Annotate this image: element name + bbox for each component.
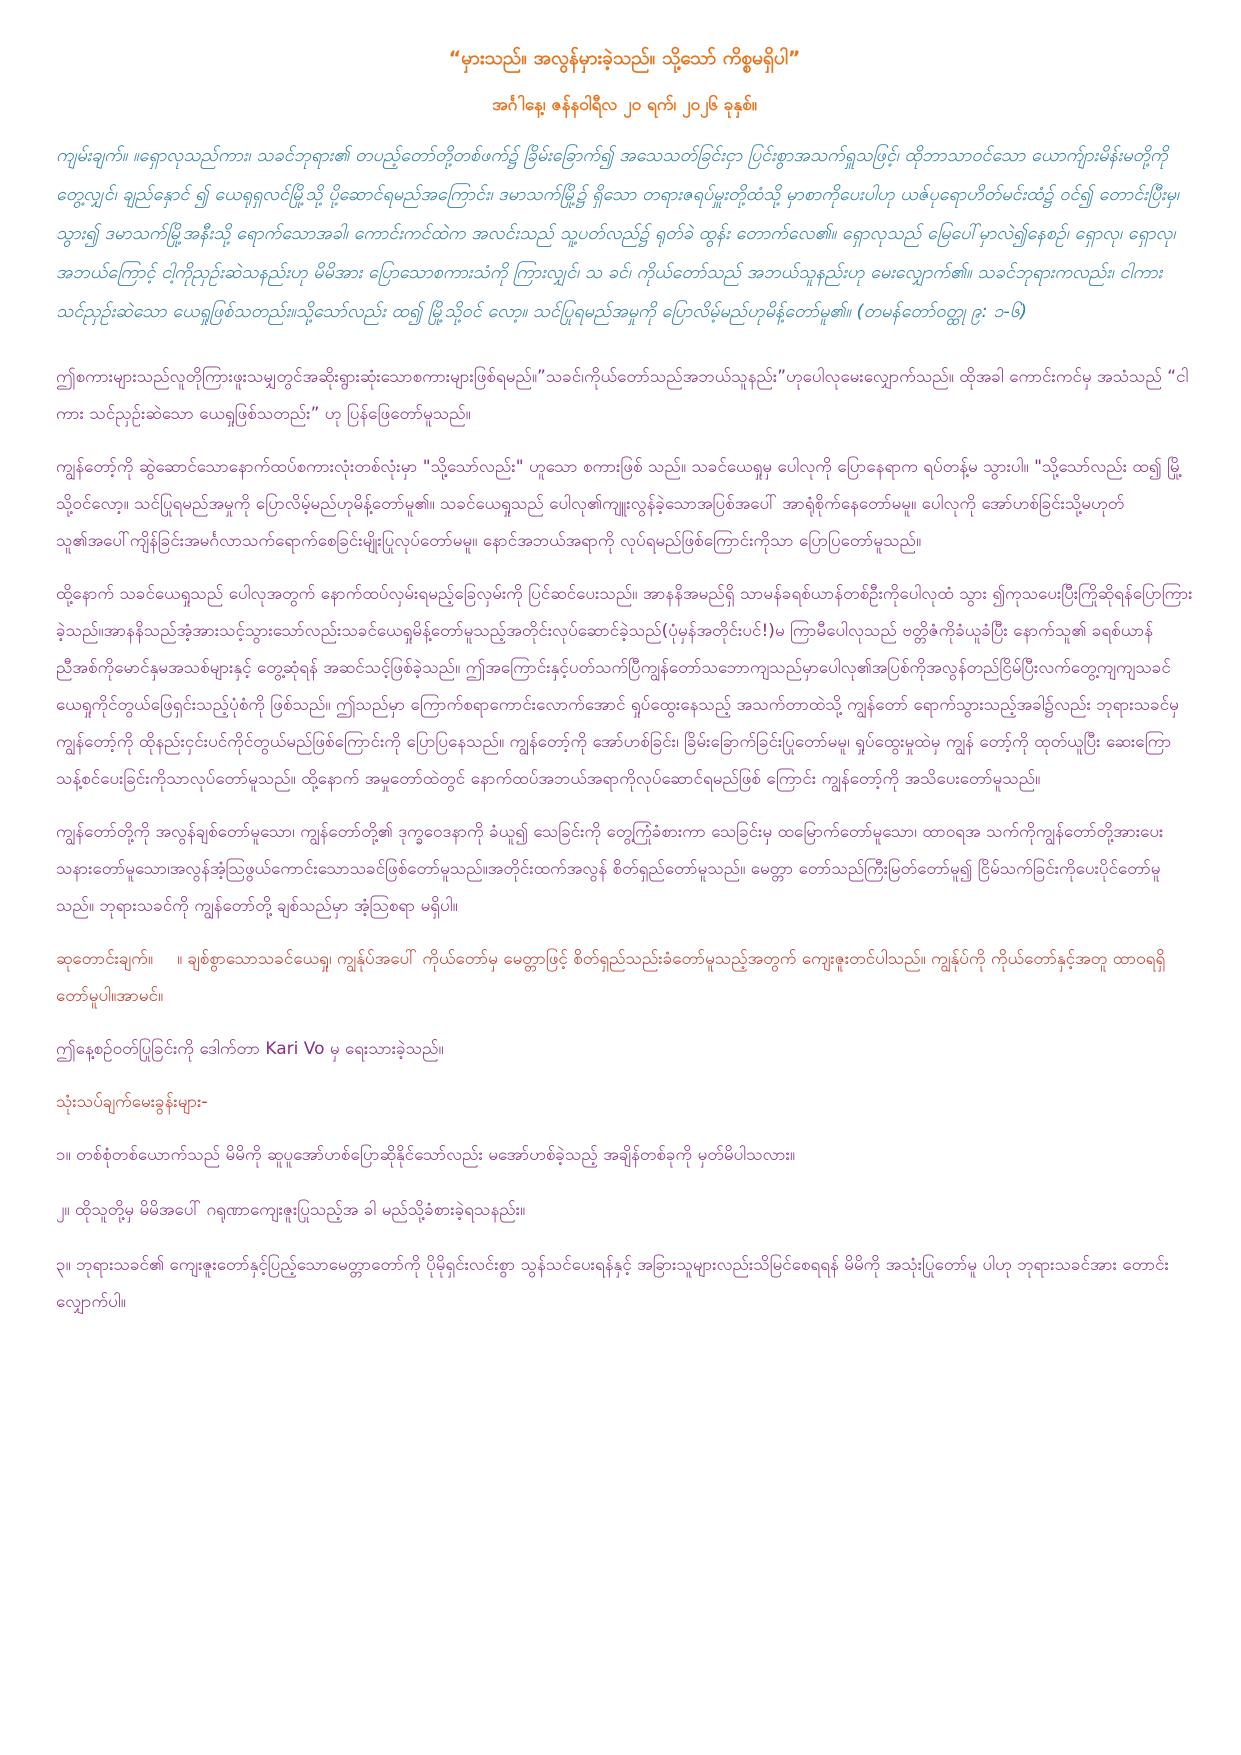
body-paragraph: ထို့နောက် သခင်ယေရှုသည် ပေါလုအတွက် နောက်ထပ်လှမ်းရမည့်ခြေလှမ်းကို ပြင်ဆင်ပေးသည်။ အာနနိအမည်ရှိ သာမန်ခရစ်ယာန်တစ်ဦးကိုပေါလုထံ သွား ၍ကုသပေးပြီးကြိုဆိုရန်ပြောကြားခဲ့သည်။အာနနိသည်အံ့အားသင့်သွားသော်လည်းသခင်ယေရှုမိန့်တော်မူသည့်အတိုင်းလုပ်ဆောင်ခဲ့သည်(ပုံမှန်အတိုင်းပင်!)မ ကြာမီပေါလုသည် ဗတ္တိဇံကိုခံယူခံပြီး နောက်သူ၏ ခရစ်ယာန်ညီအစ်ကိုမောင်နှမအသစ်များနှင့် တွေ့ဆုံရန် အဆင်သင့်ဖြစ်ခဲ့သည်။ ဤအကြောင်းနှင့်ပတ်သက်ပြီကျွန်တော်သဘောကျသည်မှာပေါလု၏အပြစ်ကိုအလွန်တည်ငြိမ်ပြီးလက်တွေ့ကျကျသခင်ယေရှုကိုင်တွယ်ဖြေရှင်းသည့်ပုံစံကို ဖြစ်သည်။ ဤသည်မှာ ကြောက်စရာကောင်းလောက်အောင် ရှုပ်ထွေးနေသည့် အသက်တာထဲသို့ ကျွန်တော် ရောက်သွားသည့်အခါ၌လည်း ဘုရားသခင်မှ ကျွန်တော့်ကို ထိုနည်းငှင်းပင်ကိုင်တွယ်မည်ဖြစ်ကြောင်းကို ပြောပြနေသည်။ ကျွန်တော့်ကို အော်ဟစ်ခြင်း၊ ခြိမ်းခြောက်ခြင်းပြုတော်မမူ၊ ရှုပ်ထွေးမှုထဲမှ ကျွန် တော့်ကို ထုတ်ယူပြီး ဆေးကြောသန့်စင်ပေးခြင်းကိုသာလုပ်တော်မူသည်။ ထို့နောက် အမှုတော်ထဲတွင် နောက်ထပ်အဘယ်အရာကိုလုပ်ဆောင်ရမည်ဖြစ် ကြောင်း ကျွန်တော့်ကို အသိပေးတော်မူသည်။ bbox=[56, 584, 1193, 789]
body-paragraph: ဤစကားများသည်လူတိုကြားဖူးသမျှတွင်အဆိုးရွားဆုံးသောစကားများဖြစ်ရမည်။”သခင်၊ကိုယ်တော်သည်အဘယ်သူနည်း”ဟုပေါလုမေးလျှောက်သည်။ ထိုအခါ ကောင်းကင်မှ အသံသည် “ငါကား သင်ညှဉ်းဆဲသော ယေရှုဖြစ်သတည်း” ဟု ပြန်ဖြေတော်မူသည်။ bbox=[56, 367, 1189, 424]
body-paragraph: ကျွန်တော်တို့ကို အလွန်ချစ်တော်မူသော၊ ကျွန်တော်တို့၏ ဒုက္ခဝေဒနာကို ခံယူ၍ သေခြင်းကို တွေ့ကြုံခံစားကာ သေခြင်းမှ ထမြောက်တော်မူသော၊ ထာဝရအ သက်ကိုကျွန်တော်တို့အားပေးသနားတော်မူသော၊အလွန်အံ့သြဖွယ်ကောင်းသောသခင်ဖြစ်တော်မူသည်။အတိုင်းထက်အလွန် စိတ်ရှည်တော်မူသည်။ မေတ္တာ တော်သည်ကြီးမြတ်တော်မူ၍ ငြိမ်သက်ခြင်းကိုပေးပိုင်တော်မူသည်။ ဘုရားသခင်ကို ကျွန်တော်တို့ ချစ်သည်မှာ အံ့သြစရာ မရှိပါ။ bbox=[56, 822, 1164, 916]
question-item: ၁။ တစ်စုံတစ်ယောက်သည် မိမိကို ဆူပူအော်ဟစ်ပြောဆိုနိုင်သော်လည်း မအော်ဟစ်ခဲ့သည့် အချိန်တစ်ခုကို မှတ်မိပါသလား။ bbox=[56, 1145, 796, 1165]
devotion-title: “မှားသည်။ အလွန်မှားခဲ့သည်။ သို့သော် ကိစ္စမရှိပါ” bbox=[448, 47, 801, 69]
devotion-body bbox=[56, 359, 1193, 925]
prayer-text: ။ ချစ်စွာသောသခင်ယေရှု၊ ကျွန်ုပ်အပေါ် ကိုယ်တော်မှ မေတ္တာဖြင့် စိတ်ရှည်သည်းခံတော်မူသည့်အတွက် ကျေးဇူးတင်ပါသည်။ ကျွန်ုပ်ကို ကိုယ်တော်နှင့်အတူ ထာဝရရှိတော်မူပါ။အာမင်။ bbox=[56, 949, 1166, 1006]
prayer bbox=[56, 941, 1193, 1015]
devotion-date: အင်္ဂါနေ့၊ ဇန်နဝါရီလ ၂၀ ရက်၊ ၂၀၂၆ ခုနှစ်။ bbox=[492, 95, 757, 115]
author-credit: ဤနေ့စဉ်ဝတ်ပြုခြင်းကို ဒေါက်တာ Kari Vo မှ ရေးသားခဲ့သည်။ bbox=[56, 1039, 444, 1059]
body-paragraph: ကျွန်တော့်ကို ဆွဲဆောင်သောနောက်ထပ်စကားလုံးတစ်လုံးမှာ "သို့သော်လည်း" ဟူသော စကားဖြစ် သည်။ သခင်ယေရှုမှ ပေါလုကို ပြောနေရာက ရပ်တန့်မ သွားပါ။ "သို့သော်လည်း ထ၍ မြို့သို့ဝင်လော့။ သင်ပြုရမည်အမှုကို ပြောလိမ့်မည်ဟုမိန့်တော်မူ၏။ သခင်ယေရှုသည် ပေါလု၏ကျူးလွန်ခဲ့သောအပြစ်အပေါ် အာရုံစိုက်နေတော်မမူ။ ပေါလုကို အော်ဟစ်ခြင်းသို့မဟုတ်သူ၏အပေါ်ကျိန်ခြင်းအမင်္ဂလာသက်ရောက်စေခြင်းမျိုးပြုလုပ်တော်မမူ။ နောင်အဘယ်အရာကို လုပ်ရမည်ဖြစ်ကြောင်းကိုသာ ပြောပြတော်မူသည်။ bbox=[56, 457, 1183, 551]
questions-heading: သုံးသပ်ချက်မေးခွန်းများ- bbox=[56, 1092, 208, 1112]
question-item: ၂။ ထိုသူတို့မှ မိမိအပေါ် ဂရုဏာကျေးဇူးပြုသည့်အ ခါ မည်သို့ခံစားခဲ့ရသနည်း။ bbox=[56, 1200, 526, 1220]
prayer-label: ဆုတောင်းချက်။ bbox=[56, 949, 153, 969]
scripture-passage: ကျမ်းချက်။ ။ရှောလုသည်ကား၊ သခင်ဘုရား၏ တပည့်တော်တို့တစ်ဖက်၌ ခြိမ်းခြောက်၍ အသေသတ်ခြင်းငှာ ပြင်းစွာအသက်ရှူသဖြင့်၊ ထိုဘာသာဝင်သော ယောက်ျားမိန်းမတို့ကို တွေ့လျှင်၊ ချည်နှောင် ၍ ယေရုရှလင်မြို့သို့ ပို့ဆောင်ရမည်အကြောင်း၊ ဒမာသက်မြို့၌ ရှိသော တရားဇရပ်မှူးတို့ထံသို့ မှာစာကိုပေးပါဟု ယဇ်ပုရောဟိတ်မင်းထံ၌ ဝင်၍ တောင်းပြီးမှ၊ သွား၍ ဒမာသက်မြို့အနီးသို့ ရောက်သောအခါ၊ ကောင်းကင်ထဲက အလင်းသည် သူ့ပတ်လည်၌ ရုတ်ခဲ ထွန်း တောက်လေ၏။ ရှောလုသည် မြေပေါ်မှာလဲ၍နေစဉ်၊ ရှောလု၊ ရှောလု၊ အဘယ်ကြောင့် ငါ့ကိုညှဉ်းဆဲသနည်းဟု မိမိအား ပြောသောစကားသံကို ကြားလျှင်၊ သ ခင်၊ ကိုယ်တော်သည် အဘယ်သူနည်းဟု မေးလျှောက်၏။ သခင်ဘုရားကလည်း၊ ငါကား သင်ညှဉ်းဆဲသော ယေရှုဖြစ်သတည်း။သို့သော်လည်း ထ၍ မြို့သို့ဝင် လော့။ သင်ပြုရမည်အမှုကို ပြောလိမ့်မည်ဟုမိန့်တော်မူ၏။ (တမန်တော်ဝတ္ထု ၉: ၁-၆) bbox=[56, 145, 1179, 322]
question-item: ၃။ ဘုရားသခင်၏ ကျေးဇူးတော်နှင့်ပြည့်သောမေတ္တာတော်ကို ပိုမိုရှင်းလင်းစွာ သွန်သင်ပေးရန်နှင့် အခြားသူများလည်းသိမြင်စေရရန် မိမိကို အသုံးပြုတော်မူ ပါဟု ဘုရားသခင်အား တောင်းလျှောက်ပါ။ bbox=[56, 1255, 1169, 1312]
